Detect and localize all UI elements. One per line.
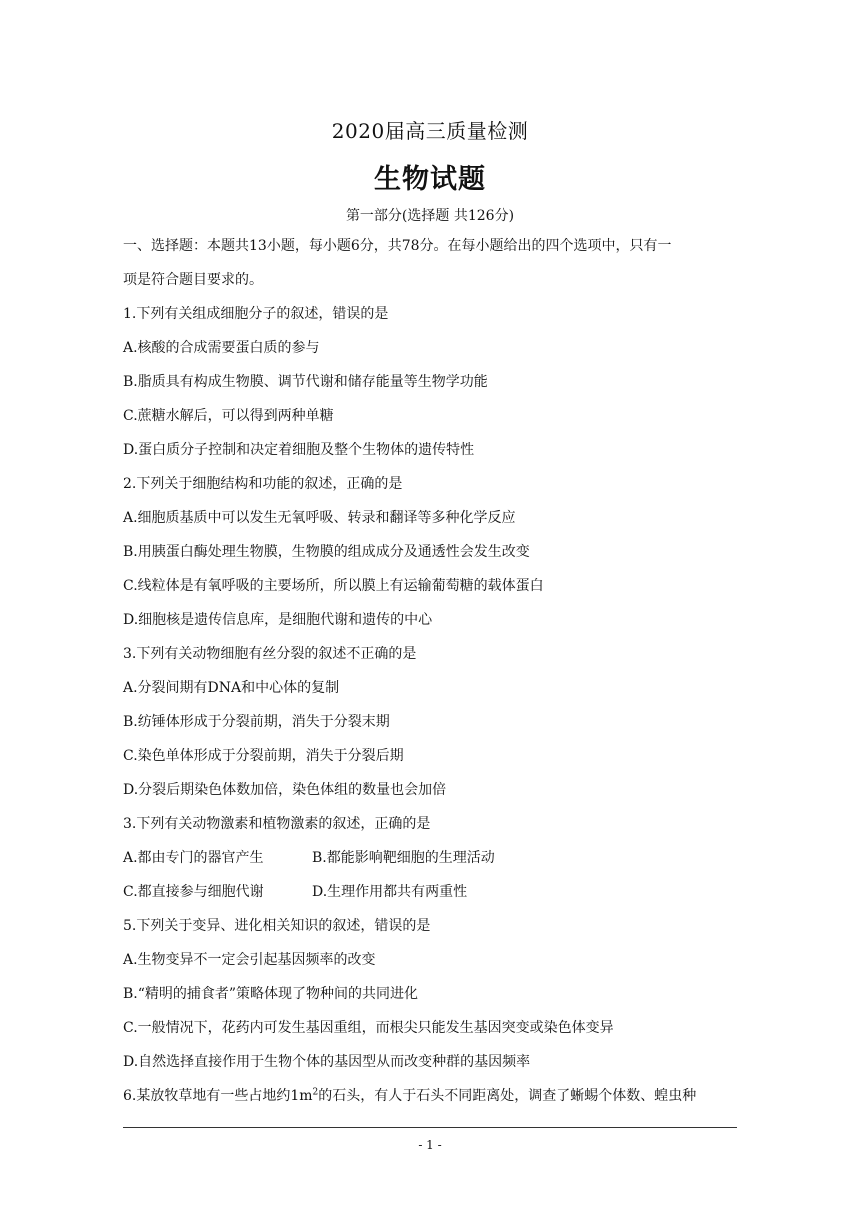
question-4-option-c: C.都直接参与细胞代谢 [123,884,264,900]
question-1-option-c: C.蔗糖水解后，可以得到两种单糖 [123,408,334,424]
footer-divider [123,1127,737,1128]
instructions-line-1: 一、选择题：本题共13小题，每小题6分，共78分。在每小题给出的四个选项中，只有一 [123,238,672,254]
question-3-option-b: B.纺锤体形成于分裂前期，消失于分裂末期 [123,714,390,730]
question-1-stem: 1.下列有关组成细胞分子的叙述，错误的是 [123,306,389,322]
question-5-stem: 5.下列关于变异、进化相关知识的叙述，错误的是 [123,918,431,934]
question-2-option-a: A.细胞质基质中可以发生无氧呼吸、转录和翻译等多种化学反应 [123,510,516,526]
question-6-stem-superscript: 2 [312,1087,319,1098]
question-1-option-b: B.脂质具有构成生物膜、调节代谢和储存能量等生物学功能 [123,374,488,390]
question-6-stem-start: 6.某放牧草地有一些占地约1m [123,1088,313,1104]
question-3-stem: 3.下列有关动物细胞有丝分裂的叙述不正确的是 [123,646,417,662]
question-3-option-c: C.染色单体形成于分裂前期，消失于分裂后期 [123,748,404,764]
question-3-option-d: D.分裂后期染色体数加倍，染色体组的数量也会加倍 [123,782,447,798]
question-4-option-a: A.都由专门的器官产生 [123,850,264,866]
question-1-option-a: A.核酸的合成需要蛋白质的参与 [123,340,320,356]
question-2-option-b: B.用胰蛋白酶处理生物膜，生物膜的组成成分及通透性会发生改变 [123,544,530,560]
question-6-stem-end: 的石头，有人于石头不同距离处，调查了蜥蜴个体数、蝗虫种 [318,1088,697,1104]
question-6-stem [123,1087,696,1105]
exam-title: 2020届高三质量检测 [331,119,529,143]
question-3-option-a: A.分裂间期有DNA和中心体的复制 [123,680,340,696]
question-2-stem: 2.下列关于细胞结构和功能的叙述，正确的是 [123,476,403,492]
question-2-option-d: D.细胞核是遗传信息库，是细胞代谢和遗传的中心 [123,612,433,628]
question-5-option-a: A.生物变异不一定会引起基因频率的改变 [123,952,376,968]
question-5-option-b: B.“精明的捕食者”策略体现了物种间的共同进化 [123,986,419,1002]
question-5-option-c: C.一般情况下，花药内可发生基因重组，而根尖只能发生基因突变或染色体变异 [123,1020,614,1036]
question-4-option-d: D.生理作用都共有两重性 [312,884,468,900]
question-1-option-d: D.蛋白质分子控制和决定着细胞及整个生物体的遗传特性 [123,442,475,458]
question-4-option-b: B.都能影响靶细胞的生理活动 [312,850,495,866]
question-5-option-d: D.自然选择直接作用于生物个体的基因型从而改变种群的基因频率 [123,1054,531,1070]
page-number: - 1 - [418,1138,442,1152]
subject-title: 生物试题 [374,164,486,195]
part-title: 第一部分(选择题 共126分) [345,208,515,224]
question-4-stem: 3.下列有关动物激素和植物激素的叙述，正确的是 [123,816,431,832]
instructions-line-2: 项是符合题目要求的。 [123,272,263,288]
question-2-option-c: C.线粒体是有氧呼吸的主要场所，所以膜上有运输葡萄糖的载体蛋白 [123,578,544,594]
